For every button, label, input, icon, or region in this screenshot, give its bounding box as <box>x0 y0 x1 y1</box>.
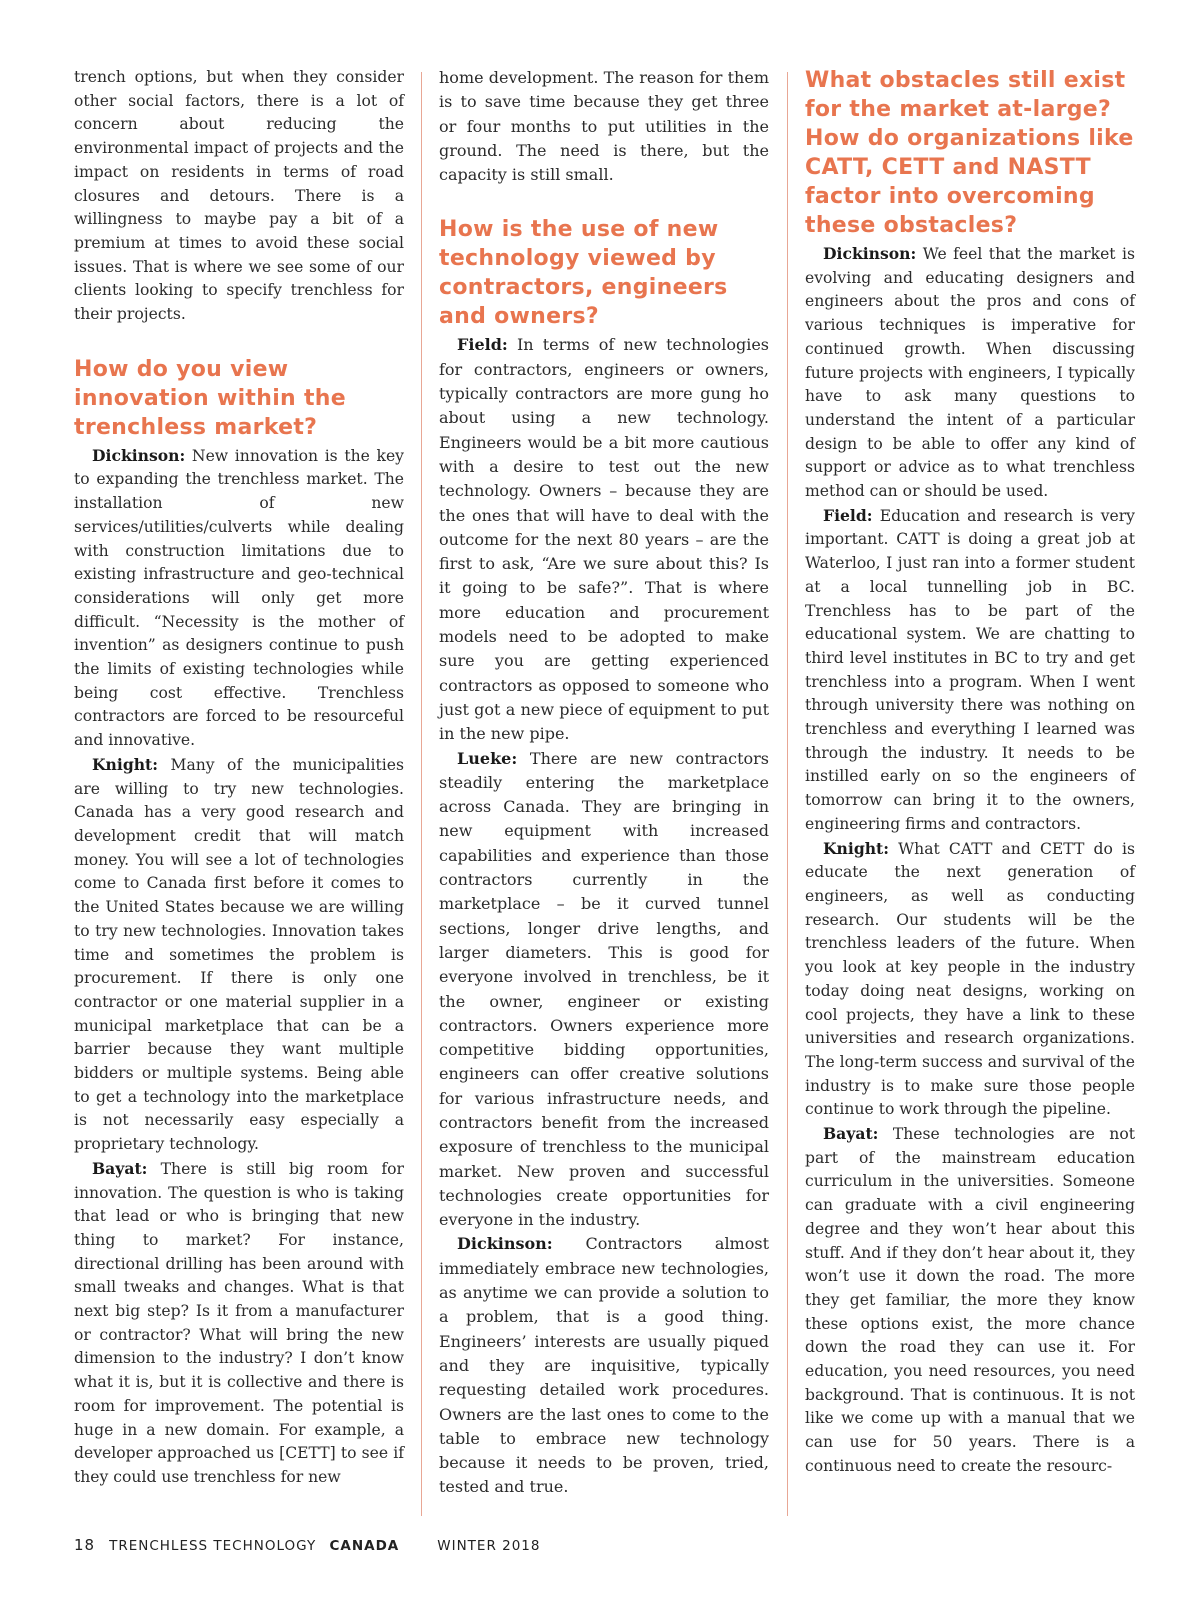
speaker-name: Knight: <box>92 754 159 774</box>
page-footer <box>74 1536 548 1554</box>
answer-text: Education and research is very important. CATT is doing a great job at Waterloo, I just ran into a former student at a local tunnelling job in BC. Trenchless has to be part of the educational system. We are chatting to third level institutes in BC to try and get trenchless into a program. When I went through university there was nothing on trenchless and everything I learned was through the industry. It needs to be instilled early on so the engineers of tomorrow can bring it to the owners, engineering firms and contractors. <box>805 506 1135 833</box>
column-divider-2 <box>787 72 788 1516</box>
column-1 <box>74 66 404 1490</box>
column-3 <box>805 66 1135 1479</box>
answer-text: There are new contractors steadily entering the marketplace across Canada. They are bringing in new equipment with increased capabilities and experience than those contractors currently in the marketplace – be it curved tunnel sections, longer drive lengths, and larger diameters. This is good for everyone involved in trenchless, be it the owner, engineer or existing contractors. Owners experience more competitive bidding opportunities, engineers can offer creative solutions for various infrastructure needs, and contractors benefit from the increased exposure of trenchless to the municipal market. New proven and successful technologies create opportunities for everyone in the industry. <box>439 748 769 1230</box>
answer-bayat <box>74 1157 404 1490</box>
paragraph-continuation: home development. The reason for them is to save time because they get three or four months to put utilities in the ground. The need is there, but the capacity is still small. <box>439 68 769 185</box>
answer-text: We feel that the market is evolving and educating designers and engineers about the pros and cons of various techniques is imperative for continued growth. When discussing future projects with engineers, I typically have to ask many questions to understand the intent of a particular design to be able to offer any kind of support or advice as to what trenchless method can or should be used. <box>805 245 1135 501</box>
speaker-name: Knight: <box>823 838 890 858</box>
column-divider-1 <box>421 72 422 1516</box>
issue-date: WINTER 2018 <box>437 1538 541 1554</box>
column-2 <box>439 66 769 1500</box>
speaker-name: Lueke: <box>457 748 518 768</box>
speaker-name: Dickinson: <box>92 445 186 465</box>
page-number: 18 <box>74 1536 96 1554</box>
answer-text: Contractors almost immediately embrace new technologies, as anytime we can provide a solution to a problem, that is a good thing. Engineers’ interests are usually piqued and they are inquisitive, typically requesting detailed work procedures. Owners are the last ones to come to the table to embrace new technology because it needs to be proven, tried, tested and true. <box>439 1234 769 1497</box>
speaker-name: Bayat: <box>92 1158 148 1178</box>
answer-text: Many of the municipalities are willing to try new technologies. Canada has a very good research and development credit that will match money. You will see a lot of technologies come to Canada first before it comes to the United States because we are willing to try new technologies. Innovation takes time and sometimes the problem is procurement. If there is only one contractor or one material supplier in a municipal marketplace that can be a barrier because they want multiple bidders or multiple systems. Being able to get a technology into the marketplace is not necessarily easy especially a proprietary technology. <box>74 755 404 1154</box>
answer-field <box>439 333 769 746</box>
speaker-name: Dickinson: <box>457 1234 553 1254</box>
magazine-title-suffix: CANADA <box>329 1538 400 1554</box>
answer-knight <box>74 753 404 1157</box>
answer-dickinson <box>439 1232 769 1499</box>
answer-field <box>805 504 1135 837</box>
speaker-name: Bayat: <box>823 1124 879 1144</box>
answer-text: In terms of new technologies for contractors, engineers or owners, typically contractors are more gung ho about using a new technology. Engineers would be a bit more cautious with a desire to test out the new technology. Owners – because they are the ones that will have to deal with the outcome for the next 80 years – are the first to ask, “Are we sure about this? Is it going to be safe?”. That is where more education and procurement models need to be adopted to make sure you are getting experienced contractors as opposed to someone who just got a new piece of equipment to put in the new pipe. <box>439 335 769 744</box>
magazine-title <box>109 1538 399 1554</box>
answer-text: There is still big room for innovation. The question is who is taking that lead or who is bringing that new thing to market? For instance, directional drilling has been around with small tweaks and changes. What is that next big step? Is it from a manufacturer or contractor? What will bring the new dimension to the industry? I don’t know what it is, but it is collective and there is room for improvement. The potential is huge in a new domain. For example, a developer approached us [CETT] to see if they could use trenchless for new <box>74 1159 404 1486</box>
answer-lueke <box>439 747 769 1233</box>
answer-knight <box>805 837 1135 1122</box>
speaker-name: Dickinson: <box>823 244 917 263</box>
speaker-name: Field: <box>823 505 873 525</box>
answer-dickinson <box>74 444 404 753</box>
speaker-name: Field: <box>457 335 508 355</box>
question-heading-innovation: How do you view innovation within the trenchless market? <box>74 356 346 440</box>
answer-text: What CATT and CETT do is educate the next generation of engineers, as well as conducting research. Our students will be the trenchless leaders of the future. When you look at key people in the industry today doing neat designs, working on cool projects, they have a link to these universities and research organizations. The long-term success and survival of the industry is to make sure those people continue to work through the pipeline. <box>805 839 1135 1119</box>
answer-dickinson <box>805 242 1135 504</box>
paragraph-continuation: trench options, but when they consider other social factors, there is a lot of concern about reducing the environmental impact of projects and the impact on residents in terms of road closures and detours. There is a willingness to maybe pay a bit of a premium at times to avoid these social issues. That is where we see some of our clients looking to specify trenchless for their projects. <box>74 68 404 324</box>
answer-text: New innovation is the key to expanding the trenchless market. The installation of new services/utilities/culverts while dealing with construction limitations due to existing infrastructure and geo-technical considerations will only get more difficult. “Necessity is the mother of invention” as designers continue to push the limits of existing technologies while being cost effective. Trenchless contractors are forced to be resourceful and innovative. <box>74 446 404 750</box>
answer-bayat <box>805 1122 1135 1479</box>
magazine-title-prefix: TRENCHLESS TECHNOLOGY <box>109 1538 317 1554</box>
question-heading-new-technology: How is the use of new technology viewed by contractors, engineers and owners? <box>439 217 728 330</box>
question-heading-obstacles: What obstacles still exist for the market at-large? How do organizations like CATT, CETT and NASTT factor into overcoming these obstacles? <box>805 68 1134 238</box>
answer-text: These technologies are not part of the mainstream education curriculum in the universities. Someone can graduate with a civil engineering degree and they won’t hear about this stuff. And if they don’t hear about it, they won’t use it down the road. The more they get familiar, the more they know these options exist, the more chance down the road they can use it. For education, you need resources, you need background. That is continuous. It is not like we come up with a manual that we can use for 50 years. There is a continuous need to create the resourc- <box>805 1125 1135 1475</box>
